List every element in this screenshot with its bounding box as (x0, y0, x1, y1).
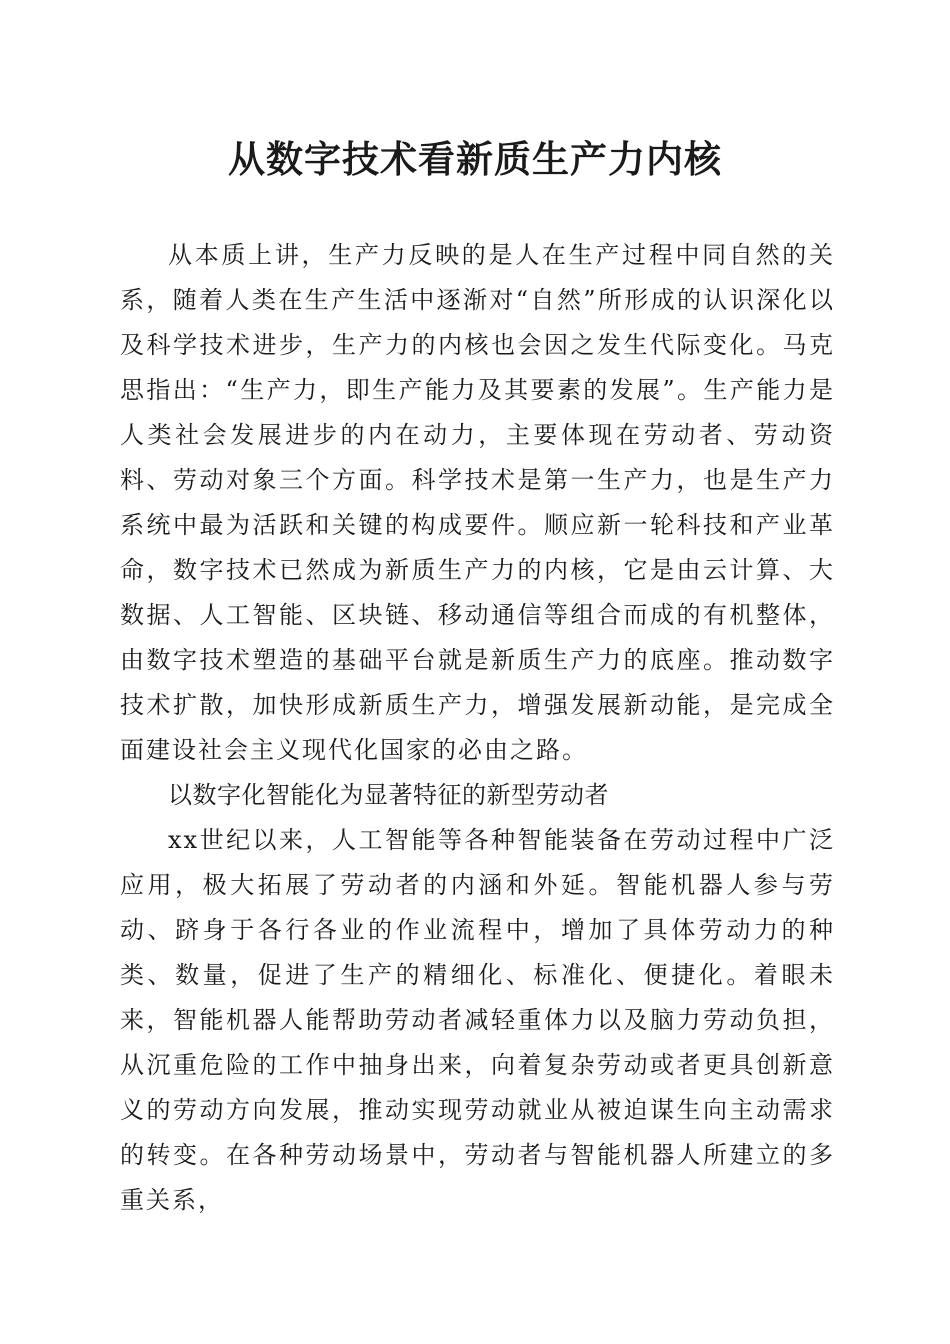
paragraph-intro: 从本质上讲，生产力反映的是人在生产过程中同自然的关系，随着人类在生产生活中逐渐对“自然”所形成的认识深化以及科学技术进步，生产力的内核也会因之发生代际变化。马克思指出：“生产力，即生产能力及其要素的发展”。生产能力是人类社会发展进步的内在动力，主要体现在劳动者、劳动资料、劳动对象三个方面。科学技术是第一生产力，也是生产力系统中最为活跃和关键的构成要件。顺应新一轮科技和产业革命，数字技术已然成为新质生产力的内核，它是由云计算、大数据、人工智能、区块链、移动通信等组合而成的有机整体，由数字技术塑造的基础平台就是新质生产力的底座。推动数字技术扩散，加快形成新质生产力，增强发展新动能，是完成全面建设社会主义现代化国家的必由之路。 (120, 241, 835, 764)
section-subheading: 以数字化智能化为显著特征的新型劳动者 (168, 781, 609, 809)
paragraph-workers: xx世纪以来，人工智能等各种智能装备在劳动过程中广泛应用，极大拓展了劳动者的内涵和外延。智能机器人参与劳动、跻身于各行各业的作业流程中，增加了具体劳动力的种类、数量，促进了生产的精细化、标准化、便捷化。着眼未来，智能机器人能帮助劳动者减轻重体力以及脑力劳动负担，从沉重危险的工作中抽身出来，向着复杂劳动或者更具创新意义的劳动方向发展，推动实现劳动就业从被迫谋生向主动需求的转变。在各种劳动场景中，劳动者与智能机器人所建立的多重关系， (120, 826, 835, 1214)
document-title: 从数字技术看新质生产力内核 (228, 137, 722, 181)
document-body (120, 233, 835, 1223)
